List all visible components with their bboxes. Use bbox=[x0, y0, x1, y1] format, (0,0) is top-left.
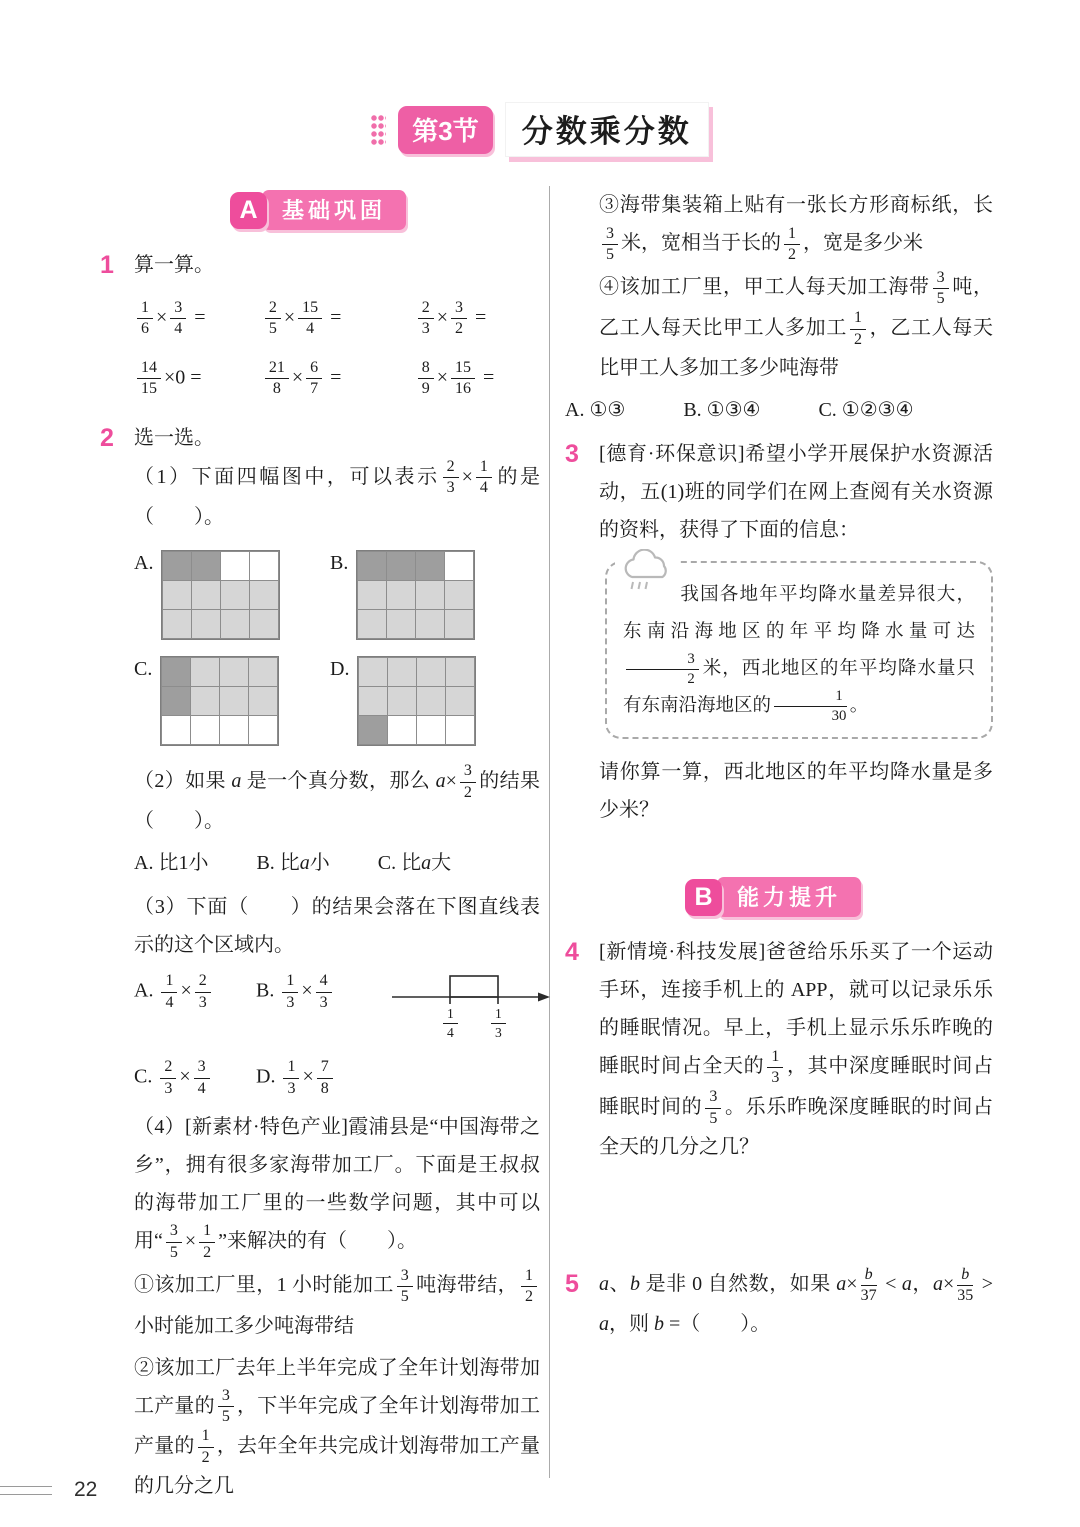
problem-2 bbox=[100, 419, 540, 1506]
fraction: $\frac{b}{37}$ bbox=[860, 1265, 877, 1304]
problem-5 bbox=[565, 1265, 993, 1343]
problem-4-text: [新情境·科技发展]爸爸给乐乐买了一个运动手环，连接手机上的 APP，就可以记录乐乐的睡眠情况。早上，手机上显示乐乐昨晚的睡眠时间占全天的 $\frac{1}{3}$ ，其中深度睡眠时间占睡眠时间的 $\frac{3}{5}$ 。乐乐昨晚深度睡眠的时间占全天的几分之几？ bbox=[599, 941, 994, 1159]
grid-cell bbox=[445, 657, 475, 687]
answer-grid-b-label: B. bbox=[330, 551, 349, 574]
section-a-header bbox=[230, 190, 540, 230]
fraction: $\frac{1}{6}$ bbox=[137, 299, 153, 339]
problem-2-q2-text: （2）如果 a 是一个真分数，那么 a× $\frac{3}{2}$ 的结果（ ）。 bbox=[134, 762, 541, 833]
problem-1 bbox=[100, 246, 540, 415]
section-a-letter-badge: A bbox=[230, 192, 267, 229]
fraction: $\frac{3}{2}$ bbox=[451, 299, 467, 339]
answer-grid-d-figure bbox=[357, 656, 476, 746]
fraction: $\frac{1}{3}$ bbox=[282, 972, 298, 1012]
info-cloud-box bbox=[605, 561, 993, 740]
grid-cell bbox=[161, 686, 191, 716]
rain-cloud-icon bbox=[615, 549, 679, 595]
fraction: $\frac{3}{5}$ bbox=[602, 225, 618, 265]
answer-grid-c-figure bbox=[160, 656, 279, 746]
answer-grid-a bbox=[134, 550, 330, 640]
grid-cell bbox=[386, 551, 416, 581]
answer-grid-gallery bbox=[134, 550, 540, 746]
page-number: 22 bbox=[74, 1478, 98, 1501]
exercise-2: $\frac{2}{5}$ × $\frac{15}{4}$ = bbox=[262, 299, 415, 339]
fraction: $\frac{21}{8}$ bbox=[265, 359, 289, 399]
problem-3-question: 请你算一算，西北地区的年平均降水量是多少米？ bbox=[599, 761, 993, 822]
grid-cell bbox=[190, 686, 220, 716]
problem-1-title: 算一算。 bbox=[134, 254, 214, 276]
problem-2-q4-item4: ④该加工厂里，甲工人每天加工海带 $\frac{3}{5}$ 吨，乙工人每天比甲工人多加工 $\frac{1}{2}$ ，乙工人每天比甲工人多加工多少吨海带 bbox=[599, 268, 994, 379]
fraction: $\frac{1}{3}$ bbox=[283, 1058, 299, 1098]
fraction: $\frac{2}{5}$ bbox=[265, 299, 281, 339]
section-a-label: 基础巩固 bbox=[262, 190, 406, 230]
fraction: $\frac{3}{5}$ bbox=[705, 1088, 721, 1128]
fraction: $\frac{6}{7}$ bbox=[306, 359, 322, 399]
grid-row bbox=[162, 581, 279, 610]
grid-cell bbox=[219, 657, 249, 687]
fraction: $\frac{1}{4}$ bbox=[161, 972, 177, 1012]
fraction: $\frac{1}{2}$ bbox=[199, 1222, 215, 1262]
grid-cell bbox=[415, 609, 445, 639]
number-line-tick-label-2 bbox=[488, 1006, 509, 1040]
fraction: $\frac{15}{16}$ bbox=[451, 359, 475, 399]
exercise-4: $\frac{14}{15}$ ×0 = bbox=[134, 359, 262, 399]
answer-grid-c-label: C. bbox=[134, 657, 153, 680]
page-header bbox=[0, 102, 1080, 157]
right-column bbox=[565, 186, 993, 1347]
answer-grid-d-label: D. bbox=[330, 657, 350, 680]
option-c: C. 比a大 bbox=[377, 852, 452, 875]
exercise-6: $\frac{8}{9}$ × $\frac{15}{16}$ = bbox=[415, 359, 540, 399]
grid-cell bbox=[445, 686, 475, 716]
answer-grid-d bbox=[330, 656, 526, 746]
grid-cell bbox=[249, 609, 279, 639]
grid-cell bbox=[415, 580, 445, 610]
grid-cell bbox=[357, 609, 387, 639]
answer-grid-b bbox=[330, 550, 526, 640]
fraction: $\frac{1}{4}$ bbox=[476, 458, 492, 498]
problem-2-q4-item1: ①该加工厂里，1 小时能加工 $\frac{3}{5}$ 吨海带结， $\frac{1}{2}$ 小时能加工多少吨海带结 bbox=[134, 1266, 540, 1344]
problem-2-q1-text: （1）下面四幅图中，可以表示 $\frac{2}{3}$ × $\frac{1}{4}$ 的是（ ）。 bbox=[134, 458, 541, 528]
section-b-letter-badge: B bbox=[685, 879, 722, 916]
fraction: $\frac{2}{3}$ bbox=[418, 299, 434, 339]
answer-grid-a-figure bbox=[161, 550, 280, 640]
fraction: $\frac{3}{5}$ bbox=[166, 1222, 182, 1262]
option-a: A. $\frac{1}{4}$ × $\frac{2}{3}$ bbox=[134, 972, 256, 1012]
fraction: $\frac{8}{9}$ bbox=[418, 359, 434, 399]
grid-row bbox=[357, 551, 474, 581]
fraction: $\frac{7}{8}$ bbox=[317, 1058, 333, 1098]
fraction: $\frac{2}{3}$ bbox=[195, 972, 211, 1012]
grid-cell bbox=[416, 686, 446, 716]
problem-5-text: a、b 是非 0 自然数，如果 a× $\frac{b}{37}$ < a，a× $\frac{b}{35}$ > a，则 b =（ ）。 bbox=[599, 1265, 994, 1336]
fraction: $\frac{1}{4}$ bbox=[443, 1006, 458, 1040]
grid-cell bbox=[444, 551, 474, 581]
grid-cell bbox=[191, 609, 221, 639]
grid-cell bbox=[248, 715, 278, 745]
grid-cell bbox=[162, 580, 192, 610]
problem-4 bbox=[565, 933, 993, 1166]
fraction: $\frac{1}{2}$ bbox=[521, 1267, 537, 1307]
column-divider bbox=[549, 186, 550, 1478]
grid-cell bbox=[358, 715, 388, 745]
grid-cell bbox=[358, 657, 388, 687]
problem-3-number: 3 bbox=[565, 439, 579, 468]
grid-cell bbox=[444, 580, 474, 610]
option-a: A. 比1小 bbox=[134, 852, 209, 875]
grid-cell bbox=[445, 715, 475, 745]
grid-cell bbox=[161, 657, 191, 687]
section-b-header bbox=[685, 877, 993, 917]
fraction: $\frac{3}{5}$ bbox=[933, 269, 949, 309]
footer-rule bbox=[0, 1486, 52, 1495]
grid-cell bbox=[387, 686, 417, 716]
problem-4-number: 4 bbox=[565, 938, 579, 967]
problem-3-body bbox=[599, 435, 993, 830]
grid-cell bbox=[162, 609, 192, 639]
fraction: $\frac{3}{2}$ bbox=[626, 651, 699, 688]
fraction: $\frac{15}{4}$ bbox=[298, 299, 322, 339]
problem-2-q4-item2: ②该加工厂去年上半年完成了全年计划海带加工产量的 $\frac{3}{5}$ ，下半年完成了全年计划海带加工产量的 $\frac{1}{2}$ ，去年全年共完成计划海带加工产量的几分之几 bbox=[134, 1356, 541, 1498]
grid-row bbox=[162, 610, 279, 639]
problem-1-exercises bbox=[134, 299, 540, 399]
cloud-box-text: 我国各地年平均降水量差异很大，东南沿海地区的年平均降水量可达 $\frac{3}{2}$ 米，西北地区的年平均降水量只有东南沿海地区的 $\frac{1}{30}$ 。 bbox=[623, 584, 975, 725]
grid-row bbox=[358, 657, 475, 687]
answer-grid-c bbox=[134, 656, 330, 746]
grid-cell bbox=[387, 657, 417, 687]
page-header-inner bbox=[371, 102, 708, 157]
grid-row bbox=[161, 657, 278, 687]
grid-row bbox=[161, 687, 278, 716]
fraction: $\frac{3}{4}$ bbox=[194, 1058, 210, 1098]
problem-5-number: 5 bbox=[565, 1270, 579, 1299]
grid-cell bbox=[220, 609, 250, 639]
grid-cell bbox=[249, 551, 279, 581]
problem-2-q4-text: （4）[新素材·特色产业]霞浦县是“中国海带之乡”，拥有很多家海带加工厂。下面是王叔叔的海带加工厂里的一些数学问题，其中可以用“ $\frac{3}{5}$ × $\frac{1}{2}$ ”来解决的有（ ）。 bbox=[134, 1115, 540, 1261]
fraction: $\frac{3}{2}$ bbox=[460, 762, 476, 802]
grid-cell bbox=[220, 580, 250, 610]
grid-cell bbox=[249, 580, 279, 610]
grid-cell bbox=[387, 715, 417, 745]
left-column bbox=[100, 186, 540, 1509]
option-a: A. ①③ bbox=[565, 398, 626, 421]
exercise-3: $\frac{2}{3}$ × $\frac{3}{2}$ = bbox=[415, 299, 540, 339]
page-footer bbox=[0, 1478, 97, 1502]
problem-3-text: [德育·环保意识]希望小学开展保护水资源活动，五(1)班的同学们在网上查阅有关水资源的资料，获得了下面的信息： bbox=[599, 442, 993, 541]
problem-1-number: 1 bbox=[100, 251, 114, 279]
fraction: $\frac{14}{15}$ bbox=[137, 359, 161, 399]
problem-4-body bbox=[599, 933, 993, 1166]
option-b: B. ①③④ bbox=[683, 398, 761, 421]
grid-cell bbox=[386, 580, 416, 610]
problem-5-body bbox=[599, 1265, 993, 1343]
fraction: $\frac{1}{2}$ bbox=[784, 225, 800, 265]
option-c: C. $\frac{2}{3}$ × $\frac{3}{4}$ bbox=[134, 1058, 256, 1098]
fraction: $\frac{3}{5}$ bbox=[218, 1387, 234, 1427]
fraction: $\frac{1}{2}$ bbox=[850, 309, 866, 349]
fraction: $\frac{3}{5}$ bbox=[397, 1267, 413, 1307]
option-b: B. $\frac{1}{3}$ × $\frac{4}{3}$ bbox=[256, 972, 392, 1012]
grid-cell bbox=[248, 686, 278, 716]
grid-cell bbox=[386, 609, 416, 639]
grid-cell bbox=[190, 715, 220, 745]
fraction: $\frac{2}{3}$ bbox=[443, 458, 459, 498]
grid-cell bbox=[219, 715, 249, 745]
grid-cell bbox=[416, 657, 446, 687]
grid-cell bbox=[161, 715, 191, 745]
problem-2-q3-text: （3）下面（ ）的结果会落在下图直线表示的这个区域内。 bbox=[134, 896, 540, 957]
problem-1-body bbox=[134, 246, 540, 415]
grid-cell bbox=[444, 609, 474, 639]
grid-cell bbox=[190, 657, 220, 687]
fraction: $\frac{1}{3}$ bbox=[491, 1006, 506, 1040]
fraction: $\frac{1}{2}$ bbox=[198, 1427, 214, 1467]
section-b-label: 能力提升 bbox=[717, 877, 861, 917]
grid-row bbox=[358, 716, 475, 745]
grid-cell bbox=[191, 551, 221, 581]
fraction: $\frac{1}{3}$ bbox=[767, 1048, 783, 1088]
grid-row bbox=[358, 687, 475, 716]
spacer bbox=[565, 1170, 993, 1265]
number-line-tick-label-1 bbox=[440, 1006, 461, 1040]
option-b: B. 比a小 bbox=[256, 852, 330, 875]
answer-grid-b-figure bbox=[356, 550, 475, 640]
problem-2-body bbox=[134, 419, 540, 1506]
problem-2-q4-item3: ③海带集装箱上贴有一张长方形商标纸，长 $\frac{3}{5}$ 米，宽相当于长的 $\frac{1}{2}$ ，宽是多少米 bbox=[599, 194, 993, 263]
exercise-1: $\frac{1}{6}$ × $\frac{3}{4}$ = bbox=[134, 299, 262, 339]
fraction: $\frac{3}{4}$ bbox=[170, 299, 186, 339]
fraction: $\frac{2}{3}$ bbox=[160, 1058, 176, 1098]
problem-2-q2-options bbox=[134, 844, 540, 882]
option-c: C. ①②③④ bbox=[818, 398, 914, 421]
grid-cell bbox=[220, 551, 250, 581]
page-title: 分数乘分数 bbox=[505, 102, 709, 157]
option-d: D. $\frac{1}{3}$ × $\frac{7}{8}$ bbox=[256, 1058, 392, 1098]
grid-cell bbox=[162, 551, 192, 581]
number-line-diagram bbox=[392, 966, 550, 1042]
exercise-5: $\frac{21}{8}$ × $\frac{6}{7}$ = bbox=[262, 359, 415, 399]
grid-cell bbox=[415, 551, 445, 581]
grid-row bbox=[357, 581, 474, 610]
problem-3 bbox=[565, 435, 993, 830]
problem-2-q4-options bbox=[565, 391, 993, 429]
grid-cell bbox=[357, 580, 387, 610]
spacer bbox=[565, 833, 993, 873]
number-line-figure bbox=[392, 966, 550, 1006]
grid-row bbox=[357, 610, 474, 639]
problem-2-q3-options bbox=[134, 972, 540, 1098]
fraction: $\frac{1}{30}$ bbox=[774, 688, 847, 725]
problem-2-number: 2 bbox=[100, 423, 114, 452]
grid-cell bbox=[358, 686, 388, 716]
grid-cell bbox=[191, 580, 221, 610]
grid-cell bbox=[357, 551, 387, 581]
title-dots-decoration-icon bbox=[371, 115, 386, 145]
answer-grid-a-label: A. bbox=[134, 551, 154, 574]
grid-cell bbox=[219, 686, 249, 716]
grid-cell bbox=[248, 657, 278, 687]
grid-cell bbox=[416, 715, 446, 745]
section-number-badge: 第3节 bbox=[398, 106, 492, 154]
fraction: $\frac{4}{3}$ bbox=[316, 972, 332, 1012]
fraction: $\frac{b}{35}$ bbox=[957, 1265, 974, 1304]
grid-row bbox=[162, 551, 279, 581]
grid-row bbox=[161, 716, 278, 745]
problem-2-title: 选一选。 bbox=[134, 426, 214, 449]
